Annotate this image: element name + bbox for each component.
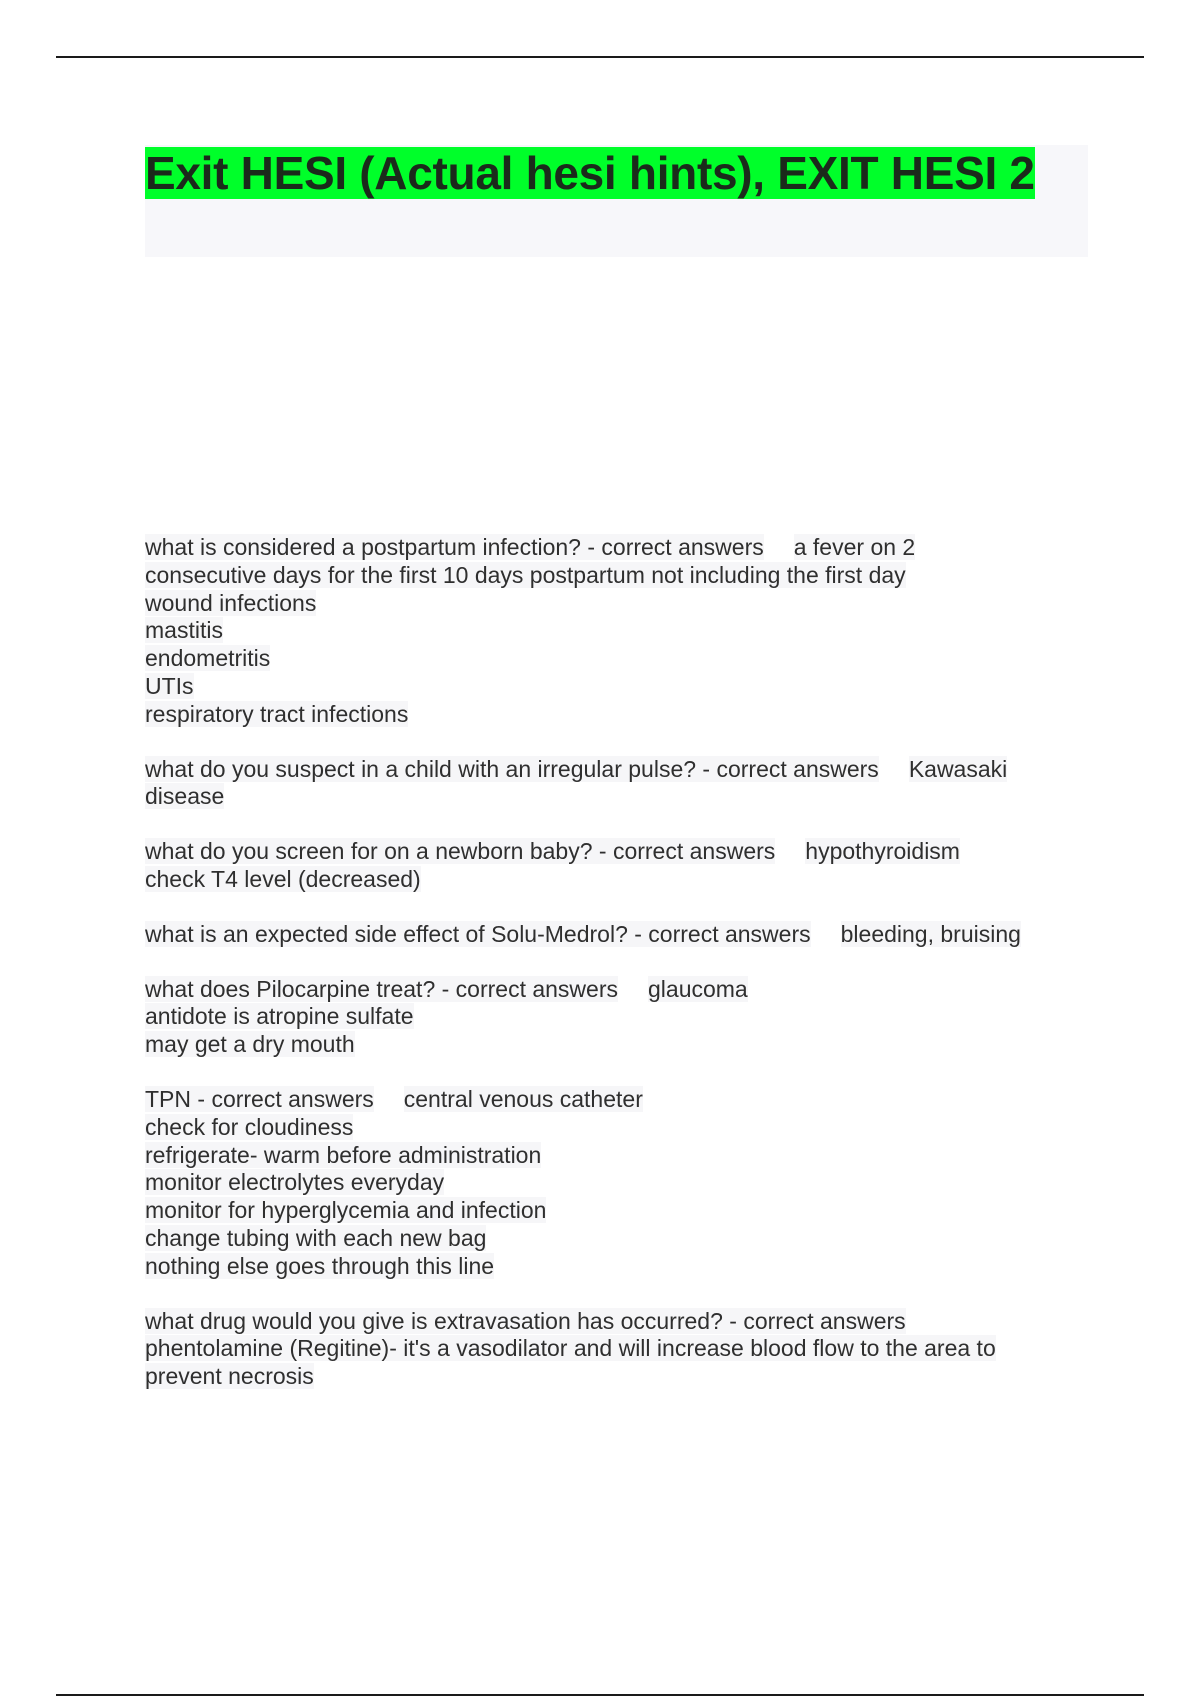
qa-entry (145, 1308, 1095, 1391)
answer-line: UTIs (145, 672, 194, 699)
answer-line: hypothyroidism (805, 838, 960, 865)
answer-line: nothing else goes through this line (145, 1252, 495, 1279)
qa-entry (145, 1086, 1095, 1281)
qa-entry (145, 838, 1095, 894)
qa-entry (145, 534, 1095, 729)
answer-line: mastitis (145, 617, 223, 644)
answer-line: disease (145, 783, 225, 810)
answer-line: Kawasaki (908, 755, 1008, 782)
answer-line: endometritis (145, 645, 271, 672)
header-rule (56, 56, 1144, 58)
title-block (145, 145, 1088, 257)
answer-line: monitor for hyperglycemia and infection (145, 1197, 547, 1224)
page-title-text: Exit HESI (Actual hesi hints), EXIT HESI 2 (145, 147, 1035, 199)
answer-line: wound infections (145, 589, 317, 616)
question-text: what does Pilocarpine treat? - correct answers (145, 975, 618, 1002)
answer-line: monitor electrolytes everyday (145, 1169, 445, 1196)
qa-entry (145, 756, 1095, 812)
answer-line: antidote is atropine sulfate (145, 1003, 414, 1030)
question-text: what do you screen for on a newborn baby? - correct answers (145, 838, 776, 865)
question-text: what do you suspect in a child with an irregular pulse? - correct answers (145, 755, 879, 782)
answer-line: respiratory tract infections (145, 700, 409, 727)
page-title (145, 145, 1088, 201)
answer-line: check T4 level (decreased) (145, 865, 421, 892)
question-text: TPN - correct answers (145, 1085, 374, 1112)
qa-content (145, 534, 1095, 1418)
answer-line: phentolamine (Regitine)- it's a vasodilator and will increase blood flow to the area to (145, 1335, 996, 1362)
footer-rule (56, 1694, 1144, 1696)
answer-line: central venous catheter (403, 1085, 643, 1112)
qa-entry (145, 921, 1095, 949)
answer-line: glaucoma (648, 975, 748, 1002)
answer-line: a fever on 2 (793, 534, 916, 560)
question-text: what is considered a postpartum infection? - correct answers (145, 534, 764, 560)
answer-line: may get a dry mouth (145, 1031, 355, 1058)
answer-line: change tubing with each new bag (145, 1224, 487, 1251)
answer-line: consecutive days for the first 10 days postpartum not including the first day (145, 561, 906, 588)
question-text: what is an expected side effect of Solu-Medrol? - correct answers (145, 920, 811, 947)
answer-line: bleeding, bruising (840, 920, 1021, 947)
answer-line: prevent necrosis (145, 1363, 314, 1390)
answer-line: refrigerate- warm before administration (145, 1141, 542, 1168)
answer-line: check for cloudiness (145, 1113, 354, 1140)
qa-entry (145, 976, 1095, 1059)
question-text: what drug would you give is extravasation has occurred? - correct answers (145, 1307, 906, 1334)
